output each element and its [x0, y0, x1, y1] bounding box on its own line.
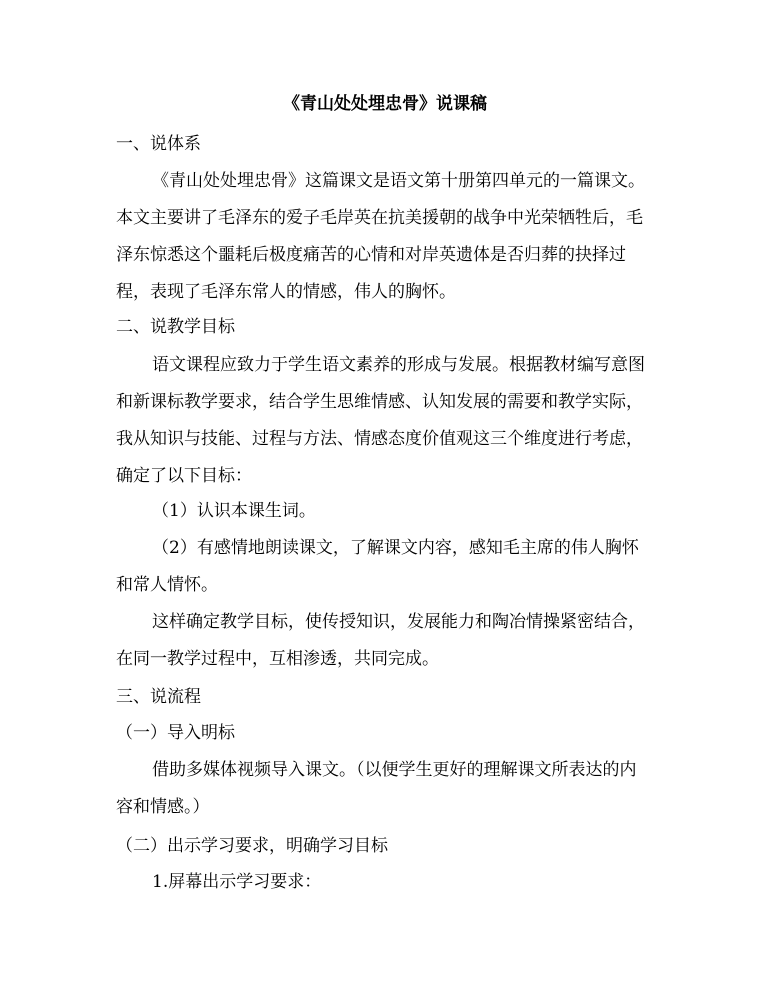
section-heading-goals: 二、说教学目标: [116, 317, 235, 337]
subsection-heading-intro: （一）导入明标: [116, 723, 235, 743]
paragraph-goals-closing: 这样确定教学目标，使传授知识，发展能力和陶冶情操紧密结合，在同一教学过程中，互相渗透，共同完成。: [116, 612, 645, 669]
document-title: 《青山处处埋忠骨》说课稿: [283, 94, 487, 114]
paragraph-system: 《青山处处埋忠骨》这篇课文是语文第十册第四单元的一篇课文。本文主要讲了毛泽东的爱子毛岸英在抗美援朝的战争中光荣牺牲后，毛泽东惊悉这个噩耗后极度痛苦的心情和对岸英遗体是否归葬的抉择过程，表现了毛泽东常人的情感，伟人的胸怀。: [116, 171, 645, 302]
paragraph-goals: 语文课程应致力于学生语文素养的形成与发展。根据教材编写意图和新课标教学要求，结合学生思维情感、认知发展的需要和教学实际，我从知识与技能、过程与方法、情感态度价值观这三个维度进行考虑，确定了以下目标：: [116, 355, 645, 486]
goal-item-2: （2）有感情地朗读课文，了解课文内容，感知毛主席的伟人胸怀和常人情怀。: [116, 538, 639, 595]
section-heading-process: 三、说流程: [116, 687, 201, 707]
requirement-item-1: 1.屏幕出示学习要求：: [152, 872, 322, 892]
paragraph-intro: 借助多媒体视频导入课文。（以便学生更好的理解课文所表达的内容和情感。）: [116, 760, 637, 817]
subsection-heading-requirements: （二）出示学习要求，明确学习目标: [116, 836, 388, 856]
section-heading-system: 一、说体系: [116, 134, 201, 154]
goal-item-1: （1）认识本课生词。: [152, 501, 316, 521]
